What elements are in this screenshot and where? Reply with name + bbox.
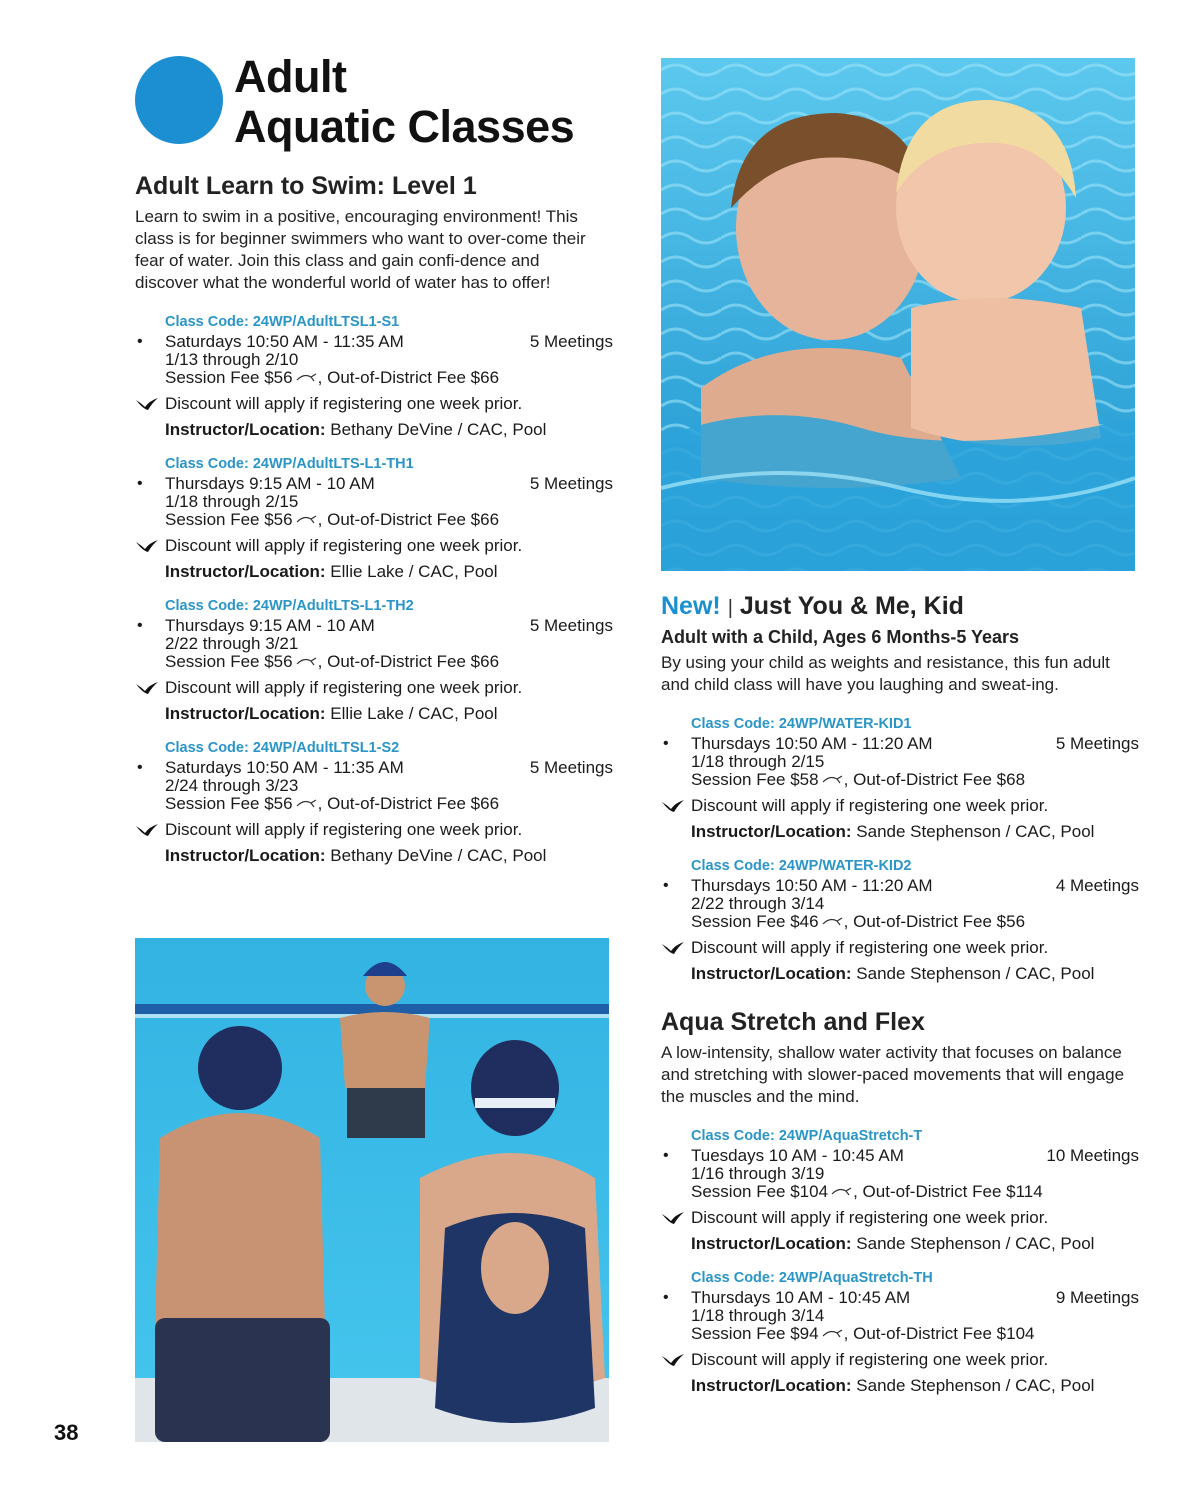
piggy-bank-icon — [293, 800, 318, 812]
out-of-district-fee: , Out-of-District Fee $68 — [843, 770, 1026, 789]
instructor-value: Ellie Lake / CAC, Pool — [330, 704, 498, 723]
discount-text: Discount will apply if registering one week prior. — [165, 678, 523, 697]
class-meetings: 5 Meetings — [529, 616, 613, 635]
instructor-value: Bethany DeVine / CAC, Pool — [330, 846, 547, 865]
aqua-stretch-section — [661, 1006, 1139, 1396]
discount-note — [165, 536, 613, 556]
class-schedule: Thursdays 9:15 AM - 10 AM — [165, 616, 375, 635]
photo-adult-with-child — [661, 58, 1135, 571]
section-dot-icon — [135, 56, 223, 144]
bullet: • — [137, 333, 143, 350]
new-badge: New! — [661, 592, 721, 620]
bird-icon — [135, 539, 159, 553]
discount-text: Discount will apply if registering one week prior. — [165, 394, 523, 413]
instructor-location — [691, 1234, 1139, 1254]
page-title: Adult Aquatic Classes — [234, 51, 575, 152]
class-schedule-row — [137, 616, 613, 635]
class-meetings: 5 Meetings — [529, 332, 613, 351]
discount-text: Discount will apply if registering one week prior. — [165, 536, 523, 555]
discount-note — [691, 796, 1139, 816]
class-dates: 1/18 through 2/15 — [165, 492, 299, 511]
out-of-district-fee: , Out-of-District Fee $104 — [843, 1324, 1035, 1343]
class-schedule: Tuesdays 10 AM - 10:45 AM — [691, 1146, 904, 1165]
class-code: Class Code: 24WP/AquaStretch-TH — [691, 1270, 933, 1286]
bullet: • — [663, 877, 669, 894]
instructor-value: Sande Stephenson / CAC, Pool — [856, 1234, 1095, 1253]
photo-swim-lesson — [135, 938, 609, 1442]
instructor-label: Instructor/Location: — [165, 420, 326, 439]
class-entry — [137, 738, 613, 866]
class-meetings: 5 Meetings — [529, 758, 613, 777]
session-fee: Session Fee $56 — [165, 510, 293, 529]
out-of-district-fee: , Out-of-District Fee $66 — [317, 510, 500, 529]
discount-note — [691, 1350, 1139, 1370]
class-code: Class Code: 24WP/WATER-KID2 — [691, 858, 912, 874]
piggy-bank-icon — [819, 776, 844, 788]
discount-text: Discount will apply if registering one week prior. — [691, 938, 1049, 957]
bullet: • — [663, 1289, 669, 1306]
instructor-location — [165, 420, 613, 440]
bird-icon — [661, 1211, 685, 1225]
out-of-district-fee: , Out-of-District Fee $66 — [317, 652, 500, 671]
piggy-bank-icon — [819, 918, 844, 930]
class-list — [135, 312, 613, 866]
class-list — [661, 714, 1139, 984]
bird-icon — [661, 799, 685, 813]
class-fees — [165, 511, 613, 531]
class-code: Class Code: 24WP/AdultLTS-L1-TH2 — [165, 598, 414, 614]
class-list — [661, 1126, 1139, 1396]
bird-icon — [135, 397, 159, 411]
class-dates: 2/24 through 3/23 — [165, 776, 299, 795]
discount-text: Discount will apply if registering one week prior. — [165, 820, 523, 839]
class-meetings: 5 Meetings — [1055, 734, 1139, 753]
class-code: Class Code: 24WP/AdultLTS-L1-TH1 — [165, 456, 414, 472]
class-entry — [663, 1126, 1139, 1254]
class-schedule: Thursdays 10 AM - 10:45 AM — [691, 1288, 911, 1307]
bullet: • — [137, 475, 143, 492]
instructor-location — [691, 964, 1139, 984]
class-schedule-row — [137, 758, 613, 777]
bullet: • — [663, 1147, 669, 1164]
title-separator: | — [727, 597, 733, 619]
class-dates: 1/18 through 3/14 — [691, 1306, 825, 1325]
instructor-label: Instructor/Location: — [165, 704, 326, 723]
class-entry — [137, 312, 613, 440]
instructor-value: Ellie Lake / CAC, Pool — [330, 562, 498, 581]
instructor-location — [691, 1376, 1139, 1396]
class-fees — [691, 1183, 1139, 1203]
session-fee: Session Fee $56 — [165, 794, 293, 813]
class-meetings: 9 Meetings — [1055, 1288, 1139, 1307]
instructor-location — [165, 846, 613, 866]
class-code: Class Code: 24WP/AdultLTSL1-S2 — [165, 740, 400, 756]
class-schedule-row — [663, 876, 1139, 895]
class-fees — [165, 795, 613, 815]
session-fee: Session Fee $94 — [691, 1324, 819, 1343]
class-schedule: Thursdays 10:50 AM - 11:20 AM — [691, 734, 933, 753]
class-meetings: 10 Meetings — [1046, 1146, 1139, 1165]
piggy-bank-icon — [819, 1330, 844, 1342]
session-fee: Session Fee $104 — [691, 1182, 829, 1201]
session-fee: Session Fee $56 — [165, 368, 293, 387]
class-schedule: Saturdays 10:50 AM - 11:35 AM — [165, 332, 404, 351]
class-schedule: Saturdays 10:50 AM - 11:35 AM — [165, 758, 404, 777]
instructor-label: Instructor/Location: — [691, 964, 852, 983]
discount-text: Discount will apply if registering one week prior. — [691, 1208, 1049, 1227]
discount-note — [165, 820, 613, 840]
discount-text: Discount will apply if registering one week prior. — [691, 796, 1049, 815]
class-schedule-row — [137, 474, 613, 493]
bird-icon — [135, 681, 159, 695]
class-schedule: Thursdays 10:50 AM - 11:20 AM — [691, 876, 933, 895]
instructor-value: Sande Stephenson / CAC, Pool — [856, 822, 1095, 841]
out-of-district-fee: , Out-of-District Fee $114 — [853, 1182, 1043, 1201]
bird-icon — [661, 1353, 685, 1367]
discount-note — [165, 394, 613, 414]
discount-text: Discount will apply if registering one week prior. — [691, 1350, 1049, 1369]
class-code: Class Code: 24WP/WATER-KID1 — [691, 716, 912, 732]
class-code: Class Code: 24WP/AdultLTSL1-S1 — [165, 314, 400, 330]
session-fee: Session Fee $46 — [691, 912, 819, 931]
page-number: 38 — [54, 1420, 79, 1445]
class-dates: 2/22 through 3/21 — [165, 634, 299, 653]
instructor-location — [165, 562, 613, 582]
class-dates: 2/22 through 3/14 — [691, 894, 825, 913]
class-fees — [691, 913, 1139, 933]
class-dates: 1/18 through 2/15 — [691, 752, 825, 771]
discount-note — [691, 938, 1139, 958]
instructor-label: Instructor/Location: — [691, 1234, 852, 1253]
class-entry — [663, 714, 1139, 842]
class-fees — [165, 653, 613, 673]
section-title — [661, 590, 1139, 624]
session-fee: Session Fee $58 — [691, 770, 819, 789]
bird-icon — [661, 941, 685, 955]
class-entry — [137, 454, 613, 582]
instructor-location — [691, 822, 1139, 842]
class-fees — [165, 369, 613, 389]
section-description: By using your child as weights and resistance, this fun adult and child class will have you laughing and sweat-ing. — [661, 653, 1110, 694]
piggy-bank-icon — [293, 516, 318, 528]
out-of-district-fee: , Out-of-District Fee $56 — [843, 912, 1026, 931]
class-fees — [691, 771, 1139, 791]
class-fees — [691, 1325, 1139, 1345]
class-schedule-row — [663, 734, 1139, 753]
section-description: A low-intensity, shallow water activity that focuses on balance and stretching with slower-paced movements that will engage the muscles and the mind. — [661, 1043, 1125, 1106]
discount-note — [691, 1208, 1139, 1228]
class-dates: 1/16 through 3/19 — [691, 1164, 825, 1183]
instructor-label: Instructor/Location: — [691, 822, 852, 841]
piggy-bank-icon — [828, 1188, 853, 1200]
section-title: Adult Learn to Swim: Level 1 — [135, 172, 477, 200]
class-code: Class Code: 24WP/AquaStretch-T — [691, 1128, 923, 1144]
adult-learn-to-swim-section — [135, 170, 613, 880]
bullet: • — [137, 617, 143, 634]
class-entry — [663, 856, 1139, 984]
instructor-label: Instructor/Location: — [165, 846, 326, 865]
section-title-text: Just You & Me, Kid — [739, 592, 964, 620]
out-of-district-fee: , Out-of-District Fee $66 — [317, 368, 500, 387]
bullet: • — [663, 735, 669, 752]
class-entry — [137, 596, 613, 724]
piggy-bank-icon — [293, 658, 318, 670]
section-subtitle: Adult with a Child, Ages 6 Months-5 Years — [661, 627, 1020, 647]
piggy-bank-icon — [293, 374, 318, 386]
class-entry — [663, 1268, 1139, 1396]
instructor-value: Sande Stephenson / CAC, Pool — [856, 964, 1095, 983]
class-meetings: 5 Meetings — [529, 474, 613, 493]
instructor-label: Instructor/Location: — [691, 1376, 852, 1395]
discount-note — [165, 678, 613, 698]
instructor-value: Sande Stephenson / CAC, Pool — [856, 1376, 1095, 1395]
instructor-value: Bethany DeVine / CAC, Pool — [330, 420, 547, 439]
class-dates: 1/13 through 2/10 — [165, 350, 299, 369]
session-fee: Session Fee $56 — [165, 652, 293, 671]
instructor-label: Instructor/Location: — [165, 562, 326, 581]
class-schedule-row — [663, 1146, 1139, 1165]
bird-icon — [135, 823, 159, 837]
class-meetings: 4 Meetings — [1055, 876, 1139, 895]
just-you-and-me-section — [661, 590, 1139, 1410]
out-of-district-fee: , Out-of-District Fee $66 — [317, 794, 500, 813]
class-schedule: Thursdays 9:15 AM - 10 AM — [165, 474, 375, 493]
section-title: Aqua Stretch and Flex — [661, 1008, 925, 1036]
class-schedule-row — [137, 332, 613, 351]
section-description: Learn to swim in a positive, encouraging environment! This class is for beginner swimmers who want to over-come their fear of water. Join this class and gain confi-dence and discover what the wonderful world of water has to offer! — [135, 207, 586, 292]
class-schedule-row — [663, 1288, 1139, 1307]
instructor-location — [165, 704, 613, 724]
bullet: • — [137, 759, 143, 776]
